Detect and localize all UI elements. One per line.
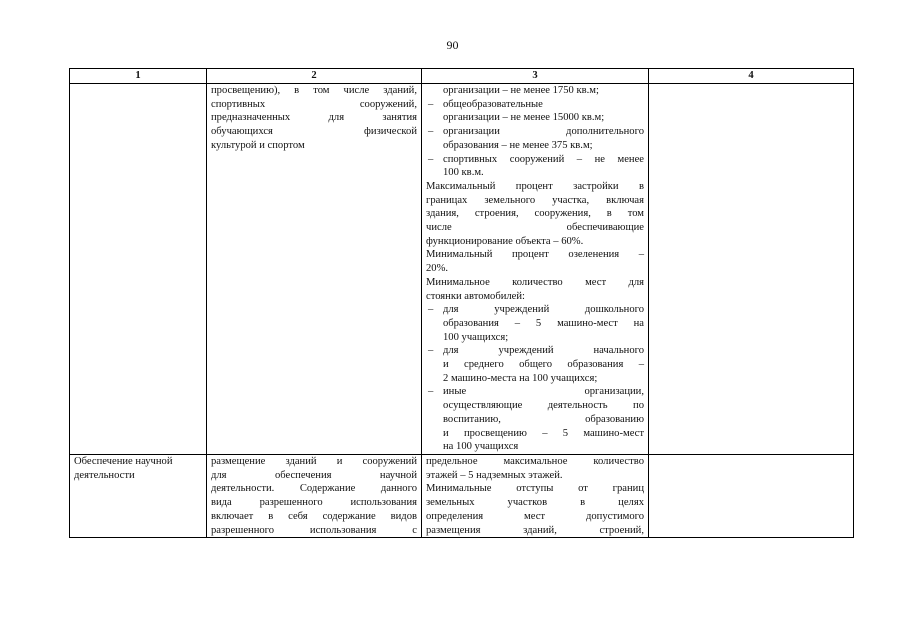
text-line: для обеспечения научной (211, 469, 417, 481)
dash-marker: – (428, 386, 434, 398)
text-line: 100 кв.м. (443, 167, 484, 179)
column-header-4: 4 (649, 69, 854, 84)
text-line: границах земельного участка, включая (426, 194, 644, 206)
text-line: деятельности. Содержание данного (211, 483, 417, 495)
text-line: включает в себя содержание видов (211, 510, 417, 522)
area-list (426, 98, 644, 180)
list-item (426, 385, 644, 454)
text-line: организации – не менее 15000 кв.м; (443, 112, 605, 124)
text-line: определения мест допустимого (426, 510, 644, 522)
text-line: вида разрешенного использования (211, 497, 417, 509)
text-line: образования – 5 машино-мест на (443, 317, 644, 329)
text-line: этажей – 5 надземных этажей. (426, 469, 563, 481)
row2-col1-cell (70, 454, 207, 537)
column-header-2: 2 (207, 69, 422, 84)
text-line: 2 машино-места на 100 учащихся; (443, 372, 598, 384)
table-header-row (70, 69, 854, 84)
text-line: спортивных сооружений, (211, 98, 417, 110)
text-line: обучающихся физической (211, 126, 417, 138)
row2-col4-cell (649, 454, 854, 537)
text-line: просвещению), в том числе зданий, (211, 85, 417, 96)
text-line: общеобразовательные (443, 98, 543, 110)
text-line: здания, строения, сооружения, в том (426, 208, 644, 220)
text-line: предельное максимальное количество (426, 455, 644, 467)
page-number: 90 (446, 38, 459, 52)
text-line: 100 учащихся; (443, 331, 509, 343)
list-item (426, 303, 644, 344)
text-line: 20%. (426, 263, 449, 275)
text-line: спортивных сооружений – не менее (443, 153, 644, 165)
text-line: организации дополнительного (443, 126, 644, 138)
regulation-table (69, 68, 854, 538)
row1-col2-cell (207, 84, 422, 455)
text-line: организации – не менее 1750 кв.м; (443, 85, 599, 96)
table-row (70, 454, 854, 537)
table-row (70, 84, 854, 455)
text-line: размещения зданий, строений, (426, 524, 644, 536)
text-line: и просвещению – 5 машино-мест (443, 427, 644, 439)
dash-marker: – (428, 126, 434, 138)
row2-col3-cell (422, 454, 649, 537)
text-line: Минимальный процент озеленения – (426, 249, 644, 261)
list-item (426, 98, 644, 125)
text-line: функционирование объекта – 60%. (426, 235, 584, 247)
text-line: числе обеспечивающие (426, 222, 644, 234)
dash-marker: – (428, 304, 434, 316)
text-line: предназначенных для занятия (211, 112, 417, 124)
text-line: для учреждений дошкольного (443, 304, 644, 316)
text-line: воспитанию, образованию (443, 413, 644, 425)
parking-list (426, 303, 644, 454)
column-header-3: 3 (422, 69, 649, 84)
text-line: и среднего общего образования – (443, 359, 644, 371)
dash-marker: – (428, 345, 434, 357)
text-line: для учреждений начального (443, 345, 644, 357)
row1-col4-cell (649, 84, 854, 455)
list-item (426, 125, 644, 152)
row1-col1-cell (70, 84, 207, 455)
text-line: Минимальные отступы от границ (426, 483, 644, 495)
column-header-1: 1 (70, 69, 207, 84)
dash-marker: – (428, 153, 434, 165)
text-line: Обеспечение научной (74, 455, 173, 467)
text-line: на 100 учащихся (443, 441, 519, 453)
text-line: земельных участков в целях (426, 497, 644, 509)
text-line: Минимальное количество мест для (426, 276, 644, 288)
list-item (426, 344, 644, 385)
text-line: образования – не менее 375 кв.м; (443, 139, 593, 151)
text-line: разрешенного использования с (211, 524, 417, 536)
text-line: иные организации, (443, 386, 644, 398)
row2-col2-cell (207, 454, 422, 537)
text-line: осуществляющие деятельность по (443, 400, 644, 412)
text-line: размещение зданий и сооружений (211, 455, 417, 467)
text-line: Максимальный процент застройки в (426, 180, 644, 192)
text-line: стоянки автомобилей: (426, 290, 525, 302)
row1-col3-cell (422, 84, 649, 455)
text-line: культурой и спортом (211, 139, 305, 151)
list-item (426, 153, 644, 180)
dash-marker: – (428, 98, 434, 110)
text-line: деятельности (74, 469, 135, 481)
